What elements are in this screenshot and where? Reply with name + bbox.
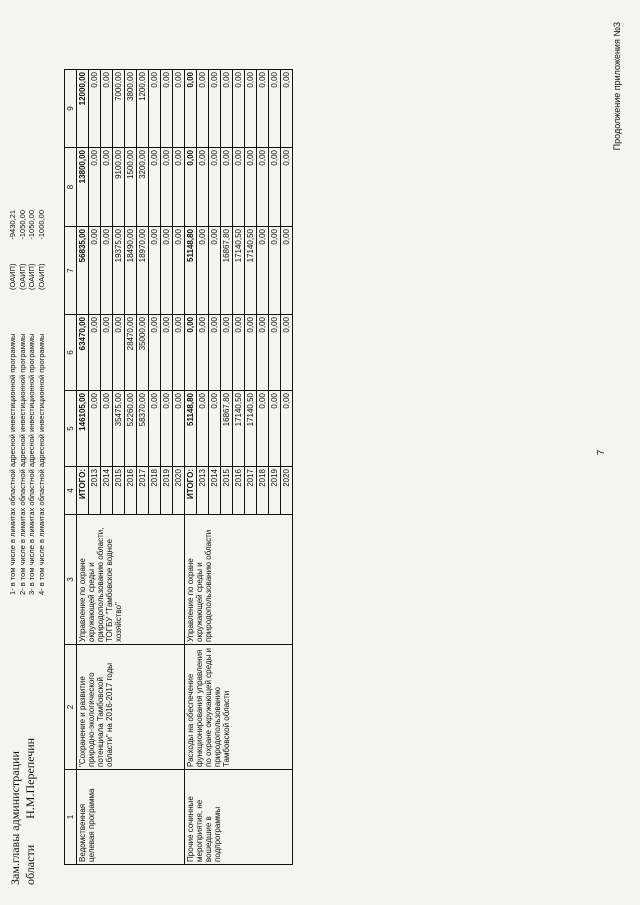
program-type-cell: Прочие сочинные мероприятия, не вошедшие в подпрограммы bbox=[185, 770, 293, 865]
amount-cell: 0,00 bbox=[221, 148, 233, 227]
amount-cell: 0,00 bbox=[89, 391, 101, 467]
amount-cell: 0,00 bbox=[233, 148, 245, 227]
amount-cell: 0,00 bbox=[197, 391, 209, 467]
amount-cell: 0,00 bbox=[161, 148, 173, 227]
table-body bbox=[77, 70, 293, 865]
year-cell: 2020 bbox=[173, 467, 185, 515]
amount-cell: 0,00 bbox=[161, 391, 173, 467]
amount-cell: 0,00 bbox=[101, 391, 113, 467]
year-cell: 2016 bbox=[125, 467, 137, 515]
amount-cell: 0,00 bbox=[269, 148, 281, 227]
year-cell: 2018 bbox=[149, 467, 161, 515]
amount-cell: 0,00 bbox=[173, 391, 185, 467]
header-cell: 2 bbox=[65, 645, 77, 770]
header-cell: 4 bbox=[65, 467, 77, 515]
footnote-text: 2- в том числе в лимитах областной адресной инвестиционной программы bbox=[17, 333, 27, 595]
footnote-value: -1000,00 bbox=[36, 210, 46, 240]
amount-cell: 0,00 bbox=[149, 391, 161, 467]
executor-cell: Управление по охране окружающей среды и природопользованию области bbox=[185, 515, 293, 645]
amount-cell: 0,00 bbox=[149, 315, 161, 391]
footnote-code: (ОАИП) bbox=[17, 263, 27, 290]
year-cell: 2017 bbox=[245, 467, 257, 515]
year-cell: 2018 bbox=[257, 467, 269, 515]
amount-cell: 0,00 bbox=[101, 70, 113, 148]
footnote-text: 3- в том числе в лимитах областной адресной инвестиционной программы bbox=[27, 333, 36, 595]
amount-cell: 0,00 bbox=[281, 70, 293, 148]
program-name-cell: "Сохранение и развитие природно-экологического потенциала Тамбовской области" на 2016-2017 годы bbox=[77, 645, 185, 770]
amount-cell: 0,00 bbox=[101, 227, 113, 315]
amount-cell: 52260,00 bbox=[125, 391, 137, 467]
budget-table bbox=[64, 69, 293, 865]
amount-cell: 0,00 bbox=[221, 315, 233, 391]
amount-cell: 1500,00 bbox=[125, 148, 137, 227]
year-cell: 2020 bbox=[281, 467, 293, 515]
year-cell: 2017 bbox=[137, 467, 149, 515]
year-cell: 2013 bbox=[197, 467, 209, 515]
appendix-title: Продолжение приложения №3 bbox=[612, 22, 622, 151]
amount-cell: 0,00 bbox=[269, 315, 281, 391]
year-cell: 2014 bbox=[101, 467, 113, 515]
amount-cell: 0,00 bbox=[233, 70, 245, 148]
amount-cell: 17140,50 bbox=[245, 227, 257, 315]
amount-cell: 0,00 bbox=[281, 148, 293, 227]
total-row bbox=[185, 70, 197, 865]
amount-cell: 0,00 bbox=[173, 227, 185, 315]
amount-cell: 12000,00 bbox=[77, 70, 89, 148]
amount-cell: 58370,00 bbox=[137, 391, 149, 467]
footnote-value: -9430,21 bbox=[8, 210, 17, 240]
amount-cell: 0,00 bbox=[161, 70, 173, 148]
amount-cell: 0,00 bbox=[161, 227, 173, 315]
amount-cell: 17140,50 bbox=[245, 391, 257, 467]
amount-cell: 13800,00 bbox=[77, 148, 89, 227]
year-cell: ИТОГО: bbox=[185, 467, 197, 515]
year-cell: 2019 bbox=[269, 467, 281, 515]
signature-region: области bbox=[23, 844, 37, 885]
amount-cell: 0,00 bbox=[149, 70, 161, 148]
amount-cell: 0,00 bbox=[197, 315, 209, 391]
year-cell: 2013 bbox=[89, 467, 101, 515]
footnote-line bbox=[8, 210, 18, 595]
header-cell: 8 bbox=[65, 148, 77, 227]
amount-cell: 1200,00 bbox=[137, 70, 149, 148]
program-name-cell: Расходы на обеспечение функционирования управления по охране окружающей среды и природопользованию Тамбовской области bbox=[185, 645, 293, 770]
header-cell: 9 bbox=[65, 70, 77, 148]
amount-cell: 0,00 bbox=[209, 148, 221, 227]
amount-cell: 0,00 bbox=[257, 315, 269, 391]
amount-cell: 0,00 bbox=[89, 227, 101, 315]
executor-cell: Управление по охране окружающей среды и природопользованию области, ТОГБУ "Тамбовское водное хозяйство" bbox=[77, 515, 185, 645]
amount-cell: 35475,00 bbox=[113, 391, 125, 467]
amount-cell: 0,00 bbox=[197, 227, 209, 315]
amount-cell: 0,00 bbox=[281, 391, 293, 467]
footnote-text: 4- в том числе в лимитах областной адресной инвестиционной программы bbox=[36, 333, 46, 595]
amount-cell: 0,00 bbox=[209, 227, 221, 315]
signature-name: Н.М.Перепечин bbox=[23, 737, 37, 819]
amount-cell: 9100,00 bbox=[113, 148, 125, 227]
footnote-code: (ОАИП) bbox=[8, 263, 17, 290]
amount-cell: 19375,00 bbox=[113, 227, 125, 315]
amount-cell: 17140,50 bbox=[233, 391, 245, 467]
header-cell: 5 bbox=[65, 391, 77, 467]
amount-cell: 0,00 bbox=[113, 315, 125, 391]
amount-cell: 7000,00 bbox=[113, 70, 125, 148]
amount-cell: 0,00 bbox=[245, 315, 257, 391]
signature-block bbox=[8, 738, 38, 885]
footnote-line bbox=[27, 210, 37, 595]
amount-cell: 16867,80 bbox=[221, 227, 233, 315]
footnote-value: -1050,00 bbox=[17, 210, 27, 240]
amount-cell: 17140,50 bbox=[233, 227, 245, 315]
amount-cell: 0,00 bbox=[233, 315, 245, 391]
amount-cell: 0,00 bbox=[185, 315, 197, 391]
amount-cell: 0,00 bbox=[161, 315, 173, 391]
amount-cell: 18490,00 bbox=[125, 227, 137, 315]
year-cell: 2014 bbox=[209, 467, 221, 515]
amount-cell: 51148,80 bbox=[185, 227, 197, 315]
amount-cell: 0,00 bbox=[149, 227, 161, 315]
footnote-line bbox=[37, 210, 47, 595]
amount-cell: 28470,00 bbox=[125, 315, 137, 391]
footnote-code: (ОАИП) bbox=[27, 263, 36, 290]
amount-cell: 0,00 bbox=[245, 148, 257, 227]
footnote-text: 1- в том числе в лимитах областной адресной инвестиционной программы bbox=[8, 333, 17, 595]
amount-cell: 18970,00 bbox=[137, 227, 149, 315]
amount-cell: 0,00 bbox=[245, 70, 257, 148]
amount-cell: 0,00 bbox=[257, 148, 269, 227]
amount-cell: 0,00 bbox=[173, 70, 185, 148]
amount-cell: 0,00 bbox=[281, 227, 293, 315]
year-cell: 2019 bbox=[161, 467, 173, 515]
year-cell: 2015 bbox=[113, 467, 125, 515]
footnote-line bbox=[18, 210, 28, 595]
amount-cell: 0,00 bbox=[209, 391, 221, 467]
footnote-code: (ОАИП) bbox=[36, 263, 46, 290]
amount-cell: 0,00 bbox=[269, 227, 281, 315]
amount-cell: 3200,00 bbox=[137, 148, 149, 227]
amount-cell: 0,00 bbox=[197, 70, 209, 148]
page-number: 7 bbox=[596, 449, 607, 456]
footnotes bbox=[8, 210, 46, 595]
amount-cell: 0,00 bbox=[101, 315, 113, 391]
amount-cell: 0,00 bbox=[257, 391, 269, 467]
amount-cell: 0,00 bbox=[257, 70, 269, 148]
header-cell: 6 bbox=[65, 315, 77, 391]
amount-cell: 51148,80 bbox=[185, 391, 197, 467]
amount-cell: 0,00 bbox=[197, 148, 209, 227]
amount-cell: 0,00 bbox=[89, 148, 101, 227]
header-cell: 1 bbox=[65, 770, 77, 865]
amount-cell: 0,00 bbox=[209, 315, 221, 391]
amount-cell: 0,00 bbox=[221, 70, 233, 148]
amount-cell: 0,00 bbox=[185, 70, 197, 148]
amount-cell: 0,00 bbox=[185, 148, 197, 227]
total-row bbox=[77, 70, 89, 865]
amount-cell: 35000,00 bbox=[137, 315, 149, 391]
amount-cell: 16867,80 bbox=[221, 391, 233, 467]
header-cell: 7 bbox=[65, 227, 77, 315]
amount-cell: 0,00 bbox=[149, 148, 161, 227]
amount-cell: 0,00 bbox=[101, 148, 113, 227]
amount-cell: 0,00 bbox=[89, 70, 101, 148]
header-cell: 3 bbox=[65, 515, 77, 645]
amount-cell: 0,00 bbox=[281, 315, 293, 391]
amount-cell: 146105,00 bbox=[77, 391, 89, 467]
amount-cell: 0,00 bbox=[269, 391, 281, 467]
year-cell: ИТОГО: bbox=[77, 467, 89, 515]
amount-cell: 0,00 bbox=[173, 315, 185, 391]
amount-cell: 0,00 bbox=[89, 315, 101, 391]
amount-cell: 0,00 bbox=[173, 148, 185, 227]
amount-cell: 56835,00 bbox=[77, 227, 89, 315]
header-row bbox=[65, 70, 77, 865]
signature-position: Зам.главы администрации bbox=[8, 751, 22, 885]
amount-cell: 63470,00 bbox=[77, 315, 89, 391]
year-cell: 2015 bbox=[221, 467, 233, 515]
amount-cell: 3800,00 bbox=[125, 70, 137, 148]
amount-cell: 0,00 bbox=[269, 70, 281, 148]
footnote-value: -1050,00 bbox=[27, 210, 36, 240]
program-type-cell: Ведомственная целевая программа bbox=[77, 770, 185, 865]
year-cell: 2016 bbox=[233, 467, 245, 515]
amount-cell: 0,00 bbox=[257, 227, 269, 315]
amount-cell: 0,00 bbox=[209, 70, 221, 148]
